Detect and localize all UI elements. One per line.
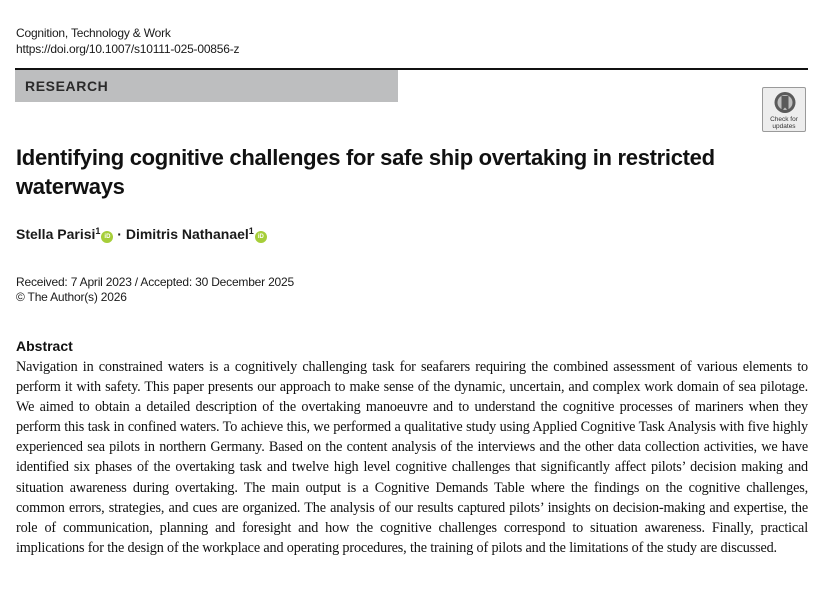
received-accepted-dates: Received: 7 April 2023 / Accepted: 30 December 2025 <box>16 275 294 289</box>
orcid-icon[interactable]: iD <box>255 231 267 243</box>
affiliation-marker: 1 <box>95 226 101 236</box>
author-name[interactable]: Stella Parisi <box>16 226 96 242</box>
abstract-heading: Abstract <box>16 338 73 354</box>
crossmark-line2: updates <box>772 123 796 130</box>
section-band <box>15 70 398 102</box>
abstract-text: Navigation in constrained waters is a cognitively challenging task for seafarers requiring the combined assessment of various elements to perform it with safety. This paper presents our approach to make sense of the dynamic, uncertain, and complex work domain of sea pilotage. We aimed to obtain a detailed description of the overtaking manoeuvre and to understand the cognitive processes of mariners when they perform this task in confined waters. To achieve this, we performed a qualitative study using Applied Cognitive Task Analysis with five highly experienced sea pilots in northern Germany. Based on the content analysis of the interviews and the other data collection activities, we have identified six phases of the overtaking task and twelve high level cognitive challenges that significantly affect pilots’ decision making and situation awareness during overtaking. The main output is a Cognitive Demands Table where the findings on the cognitive challenges, common errors, strategies, and cues are organized. The analysis of our results captured pilots’ insights on decision-making and expertise, the role of communication, planning and foresight and how the cognitive challenges correspond to situation awareness. Finally, practical implications for the design of the workplace and operating procedures, the training of pilots and the limitations of the study are discussed. <box>16 359 808 556</box>
author-name[interactable]: Dimitris Nathanael <box>125 226 249 242</box>
article-title: Identifying cognitive challenges for safe ship overtaking in restricted waterways <box>16 145 715 199</box>
affiliation-marker: 1 <box>248 226 254 236</box>
bookmark-badge-icon <box>774 91 796 115</box>
copyright-notice: © The Author(s) 2026 <box>16 290 127 304</box>
check-for-updates-button[interactable] <box>762 87 806 132</box>
article-history <box>16 275 294 305</box>
crossmark-line1: Check for <box>770 116 798 123</box>
orcid-icon[interactable]: iD <box>101 231 113 243</box>
journal-header <box>16 25 239 57</box>
author-separator: · <box>113 226 126 242</box>
section-label: RESEARCH <box>25 78 109 94</box>
author-list <box>16 226 267 243</box>
doi-link[interactable]: https://doi.org/10.1007/s10111-025-00856-z <box>16 42 240 56</box>
journal-name: Cognition, Technology & Work <box>16 26 171 40</box>
